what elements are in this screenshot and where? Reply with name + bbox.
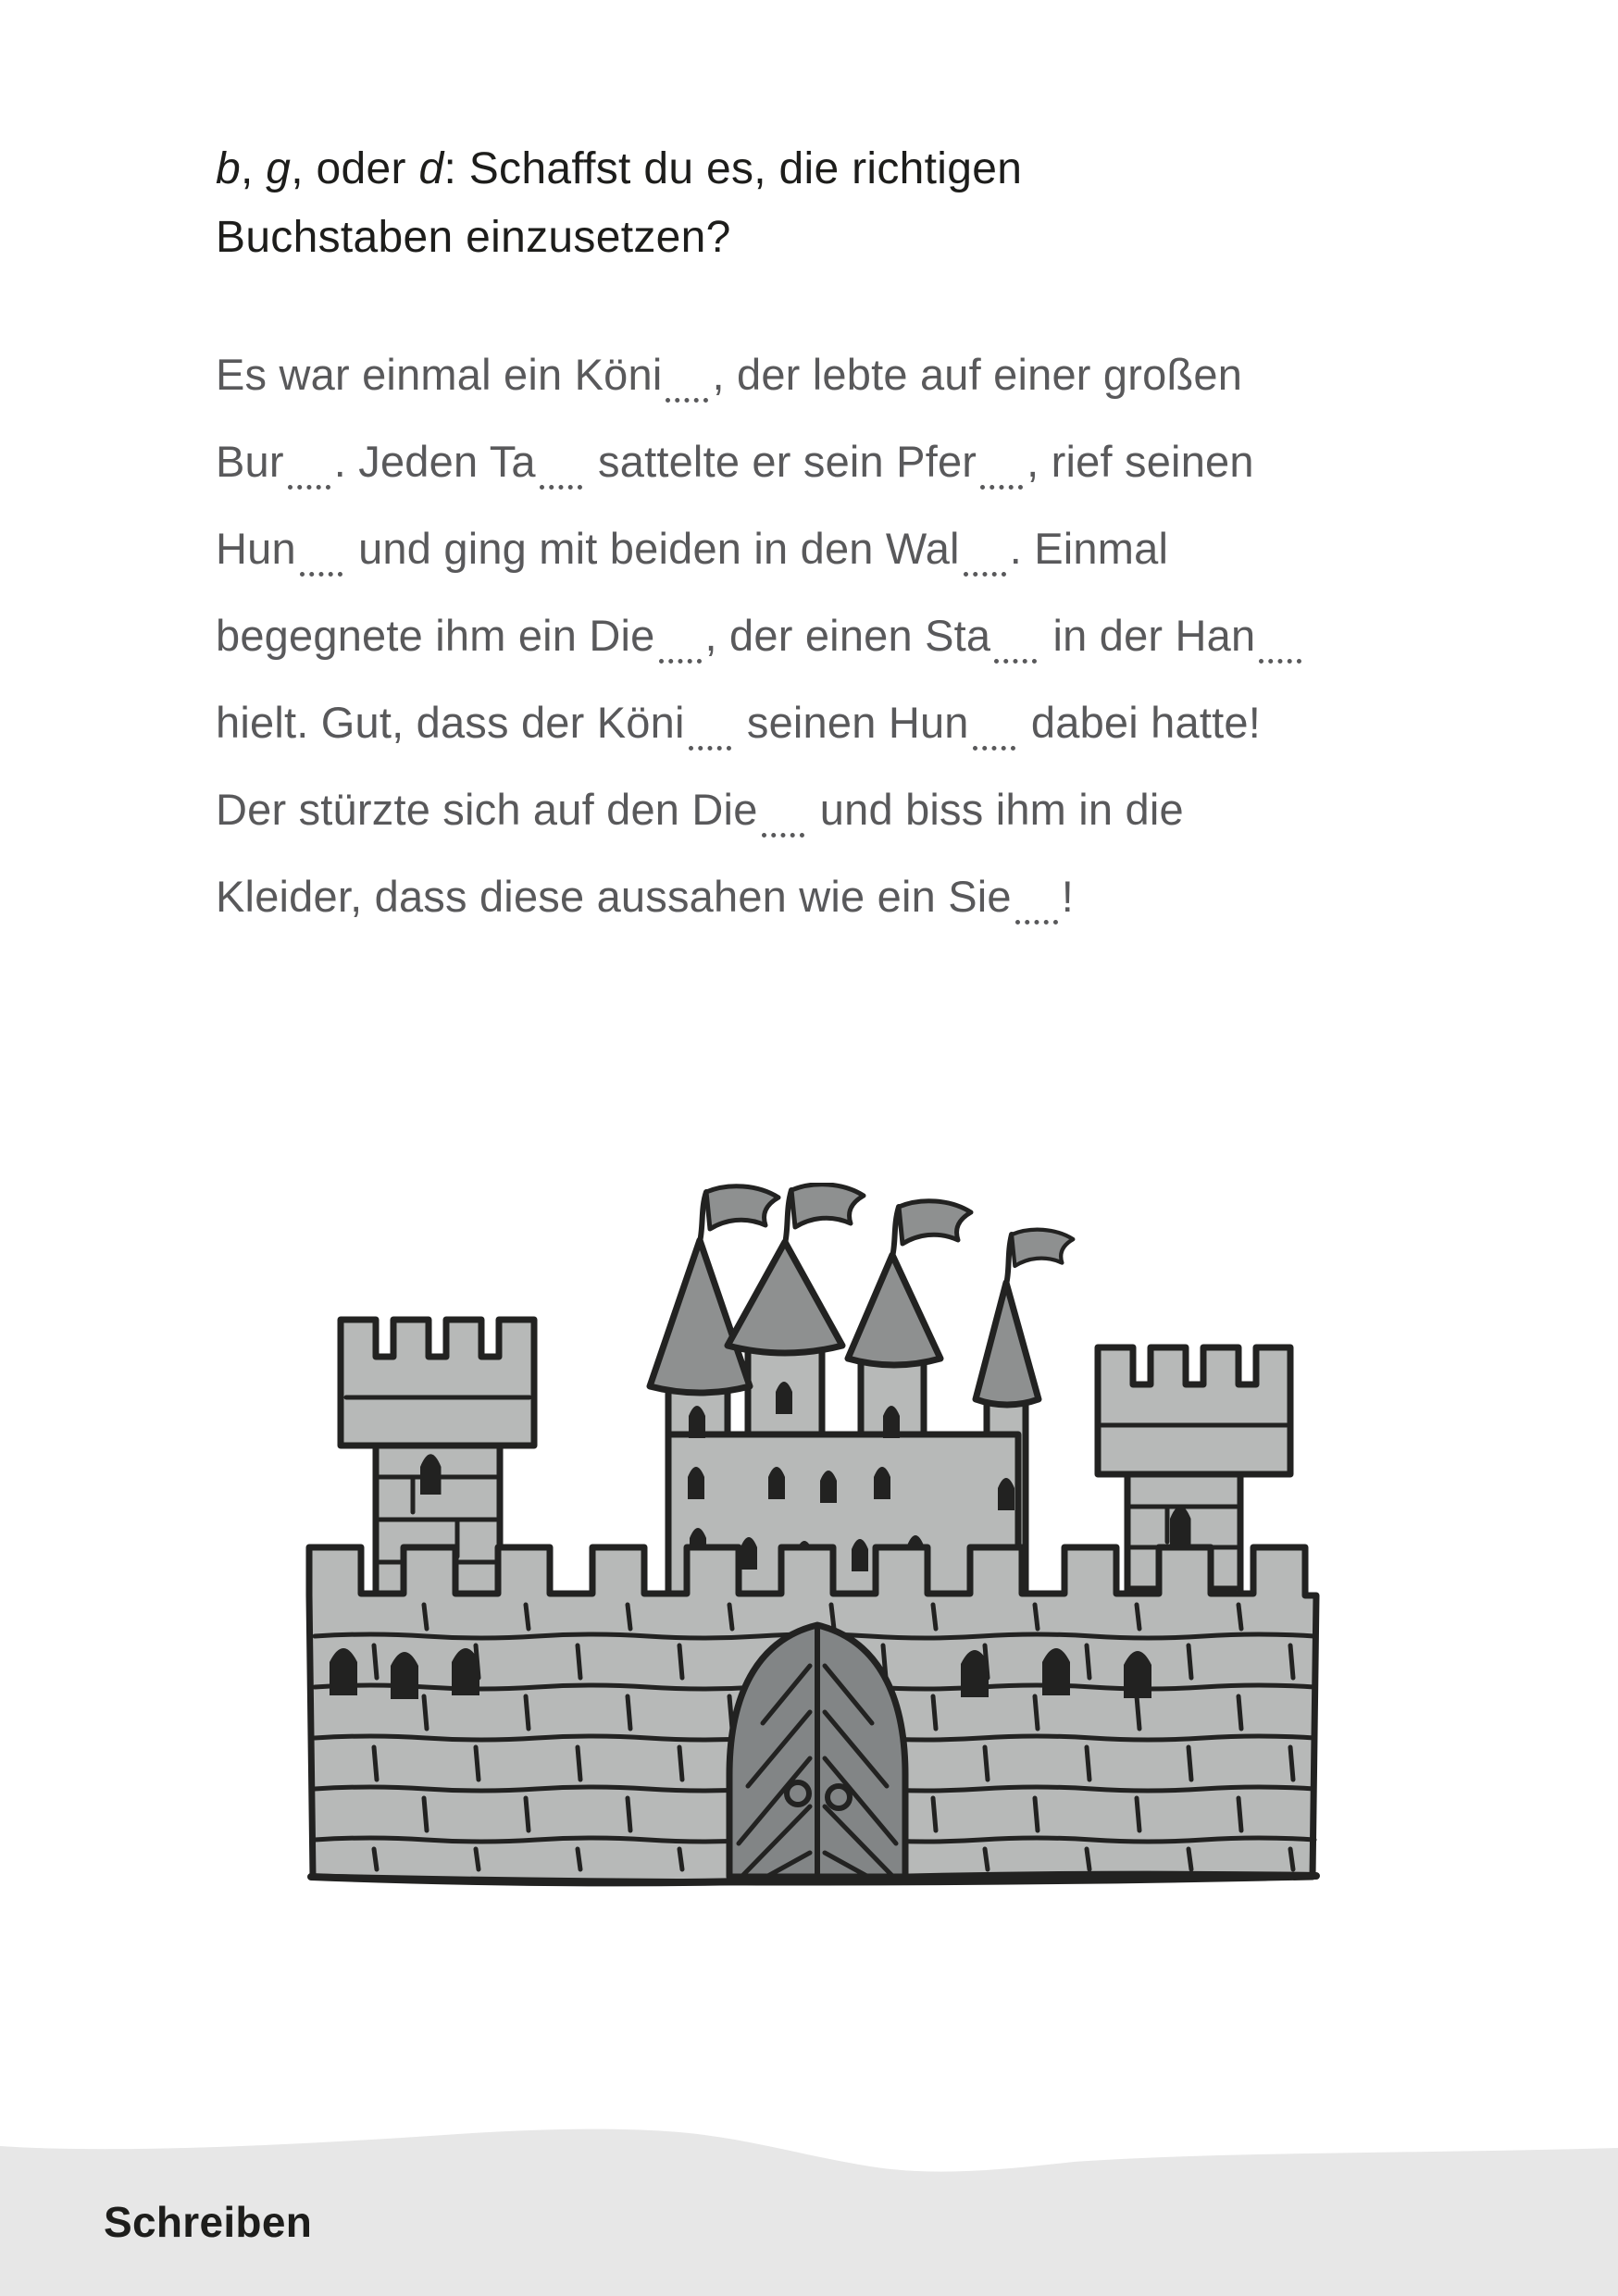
story-line — [216, 331, 1305, 418]
castle-svg — [302, 1183, 1329, 1906]
story-segment: Es war einmal ein Köni — [216, 350, 663, 399]
title-text-segment: , oder — [291, 144, 419, 193]
flag-icon — [1012, 1230, 1073, 1266]
story-segment: begegnete ihm ein Die — [216, 611, 655, 660]
fill-in-blank[interactable] — [973, 745, 1015, 751]
story-segment: , rief seinen — [1027, 437, 1254, 486]
fill-in-blank[interactable] — [666, 397, 708, 403]
story-segment: Kleider, dass diese aussahen wie ein Sie — [216, 872, 1012, 921]
story-segment: Bur — [216, 437, 284, 486]
exercise-title-line2: Buchstaben einzusetzen? — [216, 213, 731, 262]
story-segment: und biss ihm in die — [807, 785, 1184, 834]
fill-in-blank[interactable] — [540, 484, 582, 490]
story-segment: sattelte er sein Pfer — [585, 437, 977, 486]
fill-in-blank[interactable] — [300, 571, 342, 577]
castle-gate — [729, 1625, 905, 1877]
fill-in-blank[interactable] — [980, 484, 1023, 490]
story-line — [216, 766, 1305, 853]
title-letter-italic: d — [418, 144, 444, 193]
fill-in-blank[interactable] — [994, 658, 1037, 664]
story-segment: Hun — [216, 524, 296, 573]
story-segment: . Einmal — [1009, 524, 1169, 573]
story-segment: . Jeden Ta — [333, 437, 536, 486]
title-text-segment: , — [241, 144, 267, 193]
story-line — [216, 592, 1305, 679]
story-segment: seinen Hun — [734, 698, 969, 747]
fill-in-blank[interactable] — [964, 571, 1006, 577]
title-text-segment: : Schaffst du es, die richtigen — [443, 144, 1023, 193]
footer-section-label: Schreiben — [104, 2198, 313, 2246]
exercise-title — [216, 135, 1022, 272]
story-segment: Der stürzte sich auf den Die — [216, 785, 758, 834]
story-segment: ! — [1061, 872, 1075, 921]
story-line — [216, 505, 1305, 592]
exercise-title-line1 — [216, 135, 1022, 204]
story-segment: und ging mit beiden in den Wal — [345, 524, 960, 573]
fill-in-blank[interactable] — [1015, 919, 1058, 925]
story-segment: , der einen Sta — [704, 611, 991, 660]
story-segment: in der Han — [1040, 611, 1256, 660]
story-text — [216, 331, 1305, 940]
flag-icon — [706, 1186, 778, 1229]
story-segment: dabei hatte! — [1018, 698, 1261, 747]
fill-in-blank[interactable] — [1259, 658, 1301, 664]
story-segment: hielt. Gut, dass der Köni — [216, 698, 685, 747]
story-line — [216, 853, 1305, 940]
title-letter-italic: b — [216, 144, 241, 193]
fill-in-blank[interactable] — [288, 484, 330, 490]
story-line — [216, 418, 1305, 505]
fill-in-blank[interactable] — [689, 745, 731, 751]
story-segment: , der lebte auf einer großen — [712, 350, 1243, 399]
story-line — [216, 679, 1305, 766]
flag-icon — [899, 1201, 971, 1244]
fill-in-blank[interactable] — [762, 832, 804, 838]
fill-in-blank[interactable] — [659, 658, 702, 664]
title-letter-italic: g — [266, 144, 292, 193]
castle-illustration — [302, 1183, 1329, 1906]
flag-icon — [791, 1185, 864, 1227]
